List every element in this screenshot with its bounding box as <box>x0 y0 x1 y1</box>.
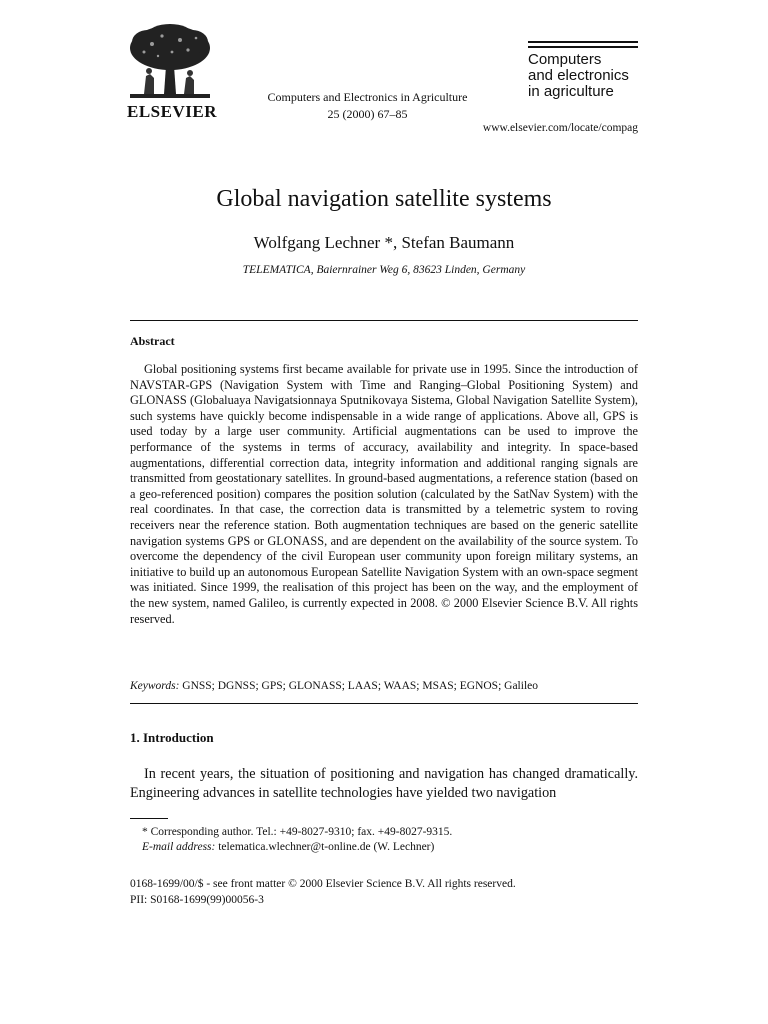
paper-title: Global navigation satellite systems <box>216 186 552 212</box>
brand-rule <box>528 41 638 43</box>
email-value[interactable]: telematica.wlechner@t-online.de (W. Lechner) <box>218 841 435 853</box>
brand-title-line: and electronics <box>528 67 629 84</box>
paper-authors: Wolfgang Lechner *, Stefan Baumann <box>253 233 515 252</box>
journal-info <box>245 89 490 123</box>
keywords-label: Keywords: <box>130 680 180 692</box>
section-heading-introduction: 1. Introduction <box>130 730 214 745</box>
journal-citation: 25 (2000) 67–85 <box>327 107 408 121</box>
paper-affiliation: TELEMATICA, Baiernrainer Weg 6, 83623 Linden, Germany <box>242 264 526 276</box>
abstract-heading: Abstract <box>130 334 175 348</box>
journal-brand <box>528 41 638 100</box>
introduction-text: In recent years, the situation of positioning and navigation has changed dramatically. Engineering advances in satellite technologies have yielded two navigation <box>130 766 638 801</box>
brand-title-line: in agriculture <box>528 83 614 100</box>
footnote-rule <box>130 818 168 819</box>
divider <box>130 320 638 321</box>
divider <box>130 703 638 704</box>
journal-name: Computers and Electronics in Agriculture <box>267 90 468 104</box>
pii-line: PII: S0168-1699(99)00056-3 <box>130 894 264 906</box>
brand-rule <box>528 46 638 48</box>
abstract-text: Global positioning systems first became available for private use in 1995. Since the introduction of NAVSTAR-GPS (Navigation System with Time and Ranging–Global Positioning System) and GLONASS (Globaluaya Navigatsionnaya Sputnikovaya Sistema, Global Navigation Satellite System), such systems have quickly become indispensable in a wide range of applications. Above all, GPS is used today by a large user community. Artificial augmentations can be used to improve the performance of the systems in terms of accuracy, availability and integrity. In space-based augmentations, differential correction data, integrity information and additional ranging signals are transmitted from geostationary satellites. In ground-based augmentations, a reference station (based on a geo-referenced position) compares the position solution (calculated by the SatNav System) with the real coordinates. In that case, the correction data is transmitted by a telemetric system to roving receivers near the reference station. Both augmentation techniques are based on the generic satellite navigation systems GPS or GLONASS, and are dependent on the availability of the source system. To overcome the dependency of the civil European user community upon foreign military systems, an initiative to build up an autonomous European Satellite Navigation System with an own-space segment was initiated. Since 1999, the realisation of this project has been on the way, and the employment of the new system, named Galileo, is currently expected in 2008. © 2000 Elsevier Science B.V. All rights reserved. <box>130 362 638 626</box>
publisher-name: ELSEVIER <box>127 102 217 121</box>
issn-line: 0168-1699/00/$ - see front matter © 2000 Elsevier Science B.V. All rights reserved. <box>130 878 516 890</box>
keywords-value: GNSS; DGNSS; GPS; GLONASS; LAAS; WAAS; MSAS; EGNOS; Galileo <box>182 680 538 692</box>
footnote-email <box>142 840 452 855</box>
journal-url[interactable]: www.elsevier.com/locate/compag <box>482 122 638 134</box>
brand-title-line: Computers <box>528 51 602 68</box>
abstract-body <box>130 362 638 627</box>
footnote-corresponding: * Corresponding author. Tel.: +49-8027-9310; fax. +49-8027-9315. <box>142 826 453 838</box>
brand-title <box>528 52 638 100</box>
introduction-body <box>130 765 638 803</box>
footnote <box>142 825 452 855</box>
front-matter <box>130 876 516 908</box>
keywords <box>130 680 638 692</box>
email-label: E-mail address: <box>142 841 216 853</box>
